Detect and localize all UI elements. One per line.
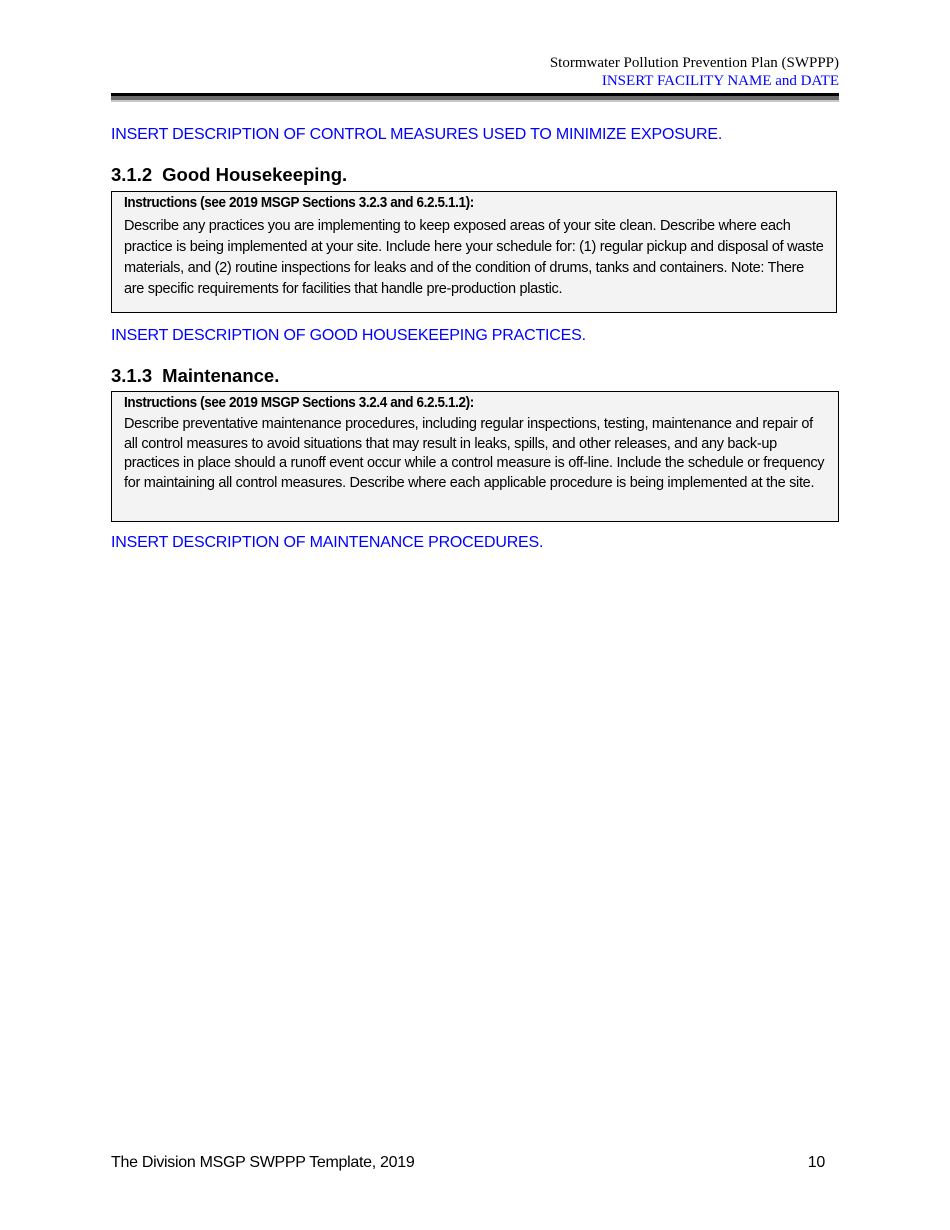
page-header <box>111 54 839 90</box>
instructions-body: Describe preventative maintenance procedures, including regular inspections, testing, maintenance and repair of all control measures to avoid situations that may result in leaks, spills, and other releases, and any back-up practices in place should a runoff event occur while a control measure is off-line. Include the schedule or frequency for maintaining all control measures. Describe where each applicable procedure is being implemented at the site. <box>124 416 825 491</box>
section-heading-maintenance <box>111 365 279 387</box>
instructions-body: Describe any practices you are implementing to keep exposed areas of your site clean. Describe where each practice is being implemented at your site. Include here your schedule for: (1) regular pickup and disposal of waste materials, and (2) routine inspections for leaks and of the condition of drums, tanks and containers. Note: There are specific requirements for facilities that handle pre-production plastic. <box>124 218 824 297</box>
section-heading-good-housekeeping <box>111 164 347 186</box>
facility-name-placeholder: INSERT FACILITY NAME and DATE <box>601 73 839 89</box>
page-footer <box>111 1153 825 1173</box>
header-divider <box>111 93 839 102</box>
footer-document-name: The Division MSGP SWPPP Template, 2019 <box>111 1154 415 1171</box>
section-title: Maintenance. <box>162 365 280 386</box>
control-measures-placeholder: INSERT DESCRIPTION OF CONTROL MEASURES USED TO MINIMIZE EXPOSURE. <box>111 126 723 143</box>
section-number: 3.1.2 <box>111 164 153 185</box>
page-number: 10 <box>807 1154 825 1171</box>
instructions-box-maintenance <box>111 391 839 522</box>
document-title: Stormwater Pollution Prevention Plan (SWPPP) <box>549 55 839 71</box>
good-housekeeping-placeholder: INSERT DESCRIPTION OF GOOD HOUSEKEEPING PRACTICES. <box>111 327 586 344</box>
section-title: Good Housekeeping. <box>162 164 348 185</box>
section-number: 3.1.3 <box>111 365 153 386</box>
instructions-box-good-housekeeping <box>111 191 837 313</box>
instructions-title: Instructions (see 2019 MSGP Sections 3.2.4 and 6.2.5.1.2): <box>124 395 474 411</box>
instructions-title: Instructions (see 2019 MSGP Sections 3.2.3 and 6.2.5.1.1): <box>124 195 474 211</box>
maintenance-placeholder: INSERT DESCRIPTION OF MAINTENANCE PROCEDURES. <box>111 534 544 551</box>
